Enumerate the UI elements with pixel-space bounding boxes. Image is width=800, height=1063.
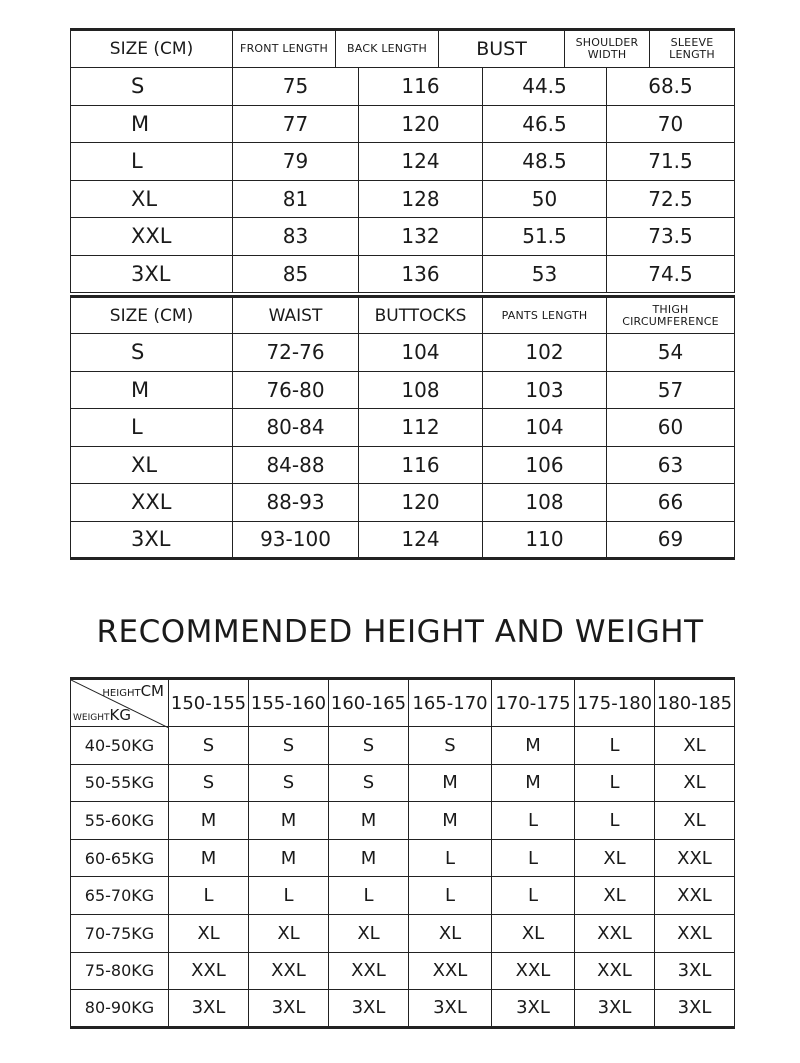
recommended-size-cell: M [492, 764, 575, 802]
measurement-cell: 116 [359, 446, 483, 484]
measurement-cell: 108 [359, 371, 483, 409]
measurement-cell: 51.5 [483, 218, 607, 256]
size-header: SIZE (CM) [71, 30, 233, 68]
recommended-size-cell: XXL [655, 877, 735, 915]
table-row [71, 839, 735, 877]
back-length-header: BACK LENGTH [336, 30, 439, 68]
table-row [71, 180, 735, 218]
recommended-size-cell: 3XL [329, 990, 409, 1028]
recommended-size-cell: XXL [655, 839, 735, 877]
recommended-size-cell: S [249, 727, 329, 765]
recommended-size-cell: 3XL [655, 952, 735, 990]
front-length-header: FRONT LENGTH [233, 30, 336, 68]
recommended-size-cell: M [329, 802, 409, 840]
recommended-size-cell: XXL [575, 914, 655, 952]
measurement-cell: 81 [233, 180, 359, 218]
table-row [71, 484, 735, 522]
measurement-cell: 50 [483, 180, 607, 218]
height-header: 155-160 [249, 679, 329, 727]
height-header: 165-170 [409, 679, 492, 727]
recommended-size-cell: 3XL [655, 990, 735, 1028]
table-row [71, 727, 735, 765]
measurement-cell: 72-76 [233, 334, 359, 372]
recommended-size-cell: L [492, 839, 575, 877]
recommended-size-cell: L [329, 877, 409, 915]
recommended-size-cell: XL [655, 727, 735, 765]
recommended-size-cell: L [492, 802, 575, 840]
measurement-cell: 124 [359, 521, 483, 559]
weight-label: 80-90KG [71, 990, 169, 1028]
recommended-size-cell: S [169, 764, 249, 802]
recommended-size-cell: XL [492, 914, 575, 952]
table-row [71, 409, 735, 447]
recommended-size-cell: XXL [492, 952, 575, 990]
corner-height-unit: CM [140, 682, 164, 700]
measurement-cell: 104 [483, 409, 607, 447]
size-label: 3XL [71, 255, 233, 293]
measurement-cell: 106 [483, 446, 607, 484]
measurement-cell: 136 [359, 255, 483, 293]
weight-label: 50-55KG [71, 764, 169, 802]
top-size-table [70, 28, 735, 68]
recommended-size-cell: XXL [409, 952, 492, 990]
table-row [71, 521, 735, 559]
measurement-cell: 44.5 [483, 68, 607, 106]
recommended-size-cell: 3XL [169, 990, 249, 1028]
measurement-cell: 132 [359, 218, 483, 256]
shoulder-width-header: SHOULDER WIDTH [565, 30, 650, 68]
recommended-size-cell: M [329, 839, 409, 877]
table-row [71, 105, 735, 143]
recommended-size-cell: XL [249, 914, 329, 952]
recommended-size-cell: L [409, 877, 492, 915]
recommend-title: RECOMMENDED HEIGHT AND WEIGHT [96, 614, 704, 650]
measurement-cell: 48.5 [483, 143, 607, 181]
measurement-cell: 54 [607, 334, 735, 372]
recommended-size-cell: XL [329, 914, 409, 952]
measurement-cell: 75 [233, 68, 359, 106]
measurement-cell: 57 [607, 371, 735, 409]
measurement-cell: 76-80 [233, 371, 359, 409]
measurement-cell: 108 [483, 484, 607, 522]
recommended-size-cell: M [409, 802, 492, 840]
recommended-size-cell: XXL [249, 952, 329, 990]
corner-weight-label [73, 706, 131, 724]
size-label: L [71, 409, 233, 447]
size-label: XL [71, 180, 233, 218]
measurement-cell: 77 [233, 105, 359, 143]
measurement-cell: 46.5 [483, 105, 607, 143]
recommended-size-cell: M [169, 839, 249, 877]
recommended-size-cell: L [249, 877, 329, 915]
recommended-size-cell: XL [655, 802, 735, 840]
measurement-cell: 68.5 [607, 68, 735, 106]
measurement-cell: 53 [483, 255, 607, 293]
recommended-size-cell: XXL [575, 952, 655, 990]
buttocks-header: BUTTOCKS [359, 297, 483, 334]
table-row [71, 990, 735, 1028]
size-label: M [71, 371, 233, 409]
size-label: L [71, 143, 233, 181]
table-row [71, 255, 735, 293]
corner-height-text: HEIGHT [102, 688, 141, 699]
measurement-cell: 83 [233, 218, 359, 256]
bust-header: BUST [439, 30, 565, 68]
recommended-size-cell: XL [575, 839, 655, 877]
corner-height-label [102, 682, 164, 700]
corner-cell [71, 679, 169, 727]
recommended-size-cell: XXL [655, 914, 735, 952]
measurement-cell: 66 [607, 484, 735, 522]
recommended-size-cell: L [575, 802, 655, 840]
measurement-cell: 116 [359, 68, 483, 106]
recommended-size-cell: M [249, 839, 329, 877]
height-header: 170-175 [492, 679, 575, 727]
measurement-cell: 85 [233, 255, 359, 293]
recommended-size-cell: L [169, 877, 249, 915]
recommended-size-cell: S [249, 764, 329, 802]
measurement-cell: 63 [607, 446, 735, 484]
recommended-size-cell: M [169, 802, 249, 840]
measurement-cell: 80-84 [233, 409, 359, 447]
measurement-cell: 84-88 [233, 446, 359, 484]
recommended-size-cell: 3XL [492, 990, 575, 1028]
size-label: 3XL [71, 521, 233, 559]
measurement-cell: 93-100 [233, 521, 359, 559]
size-label: S [71, 334, 233, 372]
sleeve-length-header: SLEEVE LENGTH [650, 30, 735, 68]
measurement-cell: 120 [359, 484, 483, 522]
recommended-size-cell: XXL [169, 952, 249, 990]
height-header: 180-185 [655, 679, 735, 727]
measurement-cell: 110 [483, 521, 607, 559]
corner-weight-unit: KG [109, 706, 131, 724]
pants-size-table [70, 295, 735, 560]
measurement-cell: 124 [359, 143, 483, 181]
weight-label: 55-60KG [71, 802, 169, 840]
recommended-size-cell: XXL [329, 952, 409, 990]
measurement-cell: 71.5 [607, 143, 735, 181]
weight-label: 40-50KG [71, 727, 169, 765]
recommended-size-cell: 3XL [409, 990, 492, 1028]
measurement-cell: 120 [359, 105, 483, 143]
height-header: 150-155 [169, 679, 249, 727]
recommended-size-cell: XL [575, 877, 655, 915]
size-label: S [71, 68, 233, 106]
table-row [71, 764, 735, 802]
measurement-cell: 128 [359, 180, 483, 218]
measurement-cell: 72.5 [607, 180, 735, 218]
table-row [71, 68, 735, 106]
recommended-size-cell: 3XL [249, 990, 329, 1028]
height-header: 175-180 [575, 679, 655, 727]
recommended-size-cell: L [575, 764, 655, 802]
top-header-row [71, 30, 735, 68]
recommended-size-cell: M [409, 764, 492, 802]
recommended-size-cell: S [409, 727, 492, 765]
measurement-cell: 88-93 [233, 484, 359, 522]
recommend-header-row [71, 679, 735, 727]
table-row [71, 802, 735, 840]
measurement-cell: 73.5 [607, 218, 735, 256]
weight-label: 60-65KG [71, 839, 169, 877]
recommended-size-cell: L [492, 877, 575, 915]
table-row [71, 952, 735, 990]
recommended-size-cell: L [409, 839, 492, 877]
measurement-cell: 70 [607, 105, 735, 143]
pants-size-header: SIZE (CM) [71, 297, 233, 334]
recommended-size-cell: S [169, 727, 249, 765]
waist-header: WAIST [233, 297, 359, 334]
thigh-circumference-header: THIGH CIRCUMFERENCE [607, 297, 735, 334]
recommend-table [70, 677, 735, 1029]
size-label: XXL [71, 218, 233, 256]
recommended-size-cell: 3XL [575, 990, 655, 1028]
recommended-size-cell: M [249, 802, 329, 840]
recommended-size-cell: S [329, 764, 409, 802]
measurement-cell: 102 [483, 334, 607, 372]
measurement-cell: 69 [607, 521, 735, 559]
pants-length-header: PANTS LENGTH [483, 297, 607, 334]
recommended-size-cell: L [575, 727, 655, 765]
table-row [71, 371, 735, 409]
weight-label: 65-70KG [71, 877, 169, 915]
table-row [71, 877, 735, 915]
table-row [71, 218, 735, 256]
table-row [71, 143, 735, 181]
measurement-cell: 79 [233, 143, 359, 181]
size-label: M [71, 105, 233, 143]
table-row [71, 914, 735, 952]
corner-weight-text: WEIGHT [73, 713, 110, 723]
weight-label: 75-80KG [71, 952, 169, 990]
measurement-cell: 112 [359, 409, 483, 447]
recommended-size-cell: XL [655, 764, 735, 802]
weight-label: 70-75KG [71, 914, 169, 952]
measurement-cell: 74.5 [607, 255, 735, 293]
pants-header-row [71, 297, 735, 334]
measurement-cell: 103 [483, 371, 607, 409]
measurement-cell: 60 [607, 409, 735, 447]
table-row [71, 334, 735, 372]
recommended-size-cell: XL [169, 914, 249, 952]
recommended-size-cell: M [492, 727, 575, 765]
table-row [71, 446, 735, 484]
top-size-body [70, 67, 735, 293]
recommended-size-cell: S [329, 727, 409, 765]
recommended-size-cell: XL [409, 914, 492, 952]
size-label: XXL [71, 484, 233, 522]
measurement-cell: 104 [359, 334, 483, 372]
size-label: XL [71, 446, 233, 484]
height-header: 160-165 [329, 679, 409, 727]
